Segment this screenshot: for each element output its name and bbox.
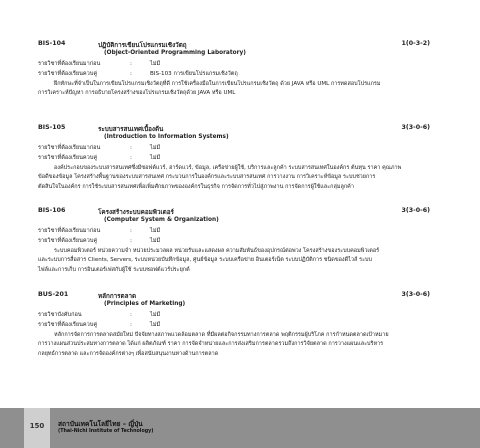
course-credits: 3(3-0-6) (401, 291, 430, 298)
description-line: องค์ประกอบของระบบสารสนเทศซึ่งมีซอฟต์แวร์, ฮาร์ดแวร์, ข้อมูล, เครือข่ายผู้ใช้, บริการและลูกค้า ระบบสารสนเทศในองค์กร ต้นทุน ราคา คุณภาพ (54, 165, 402, 171)
prerequisite-value: ไม่มี (150, 312, 161, 318)
course-credits: 1(0-3-2) (401, 40, 430, 47)
course-title-th: ปฏิบัติการเขียนโปรแกรมเชิงวัตถุ (98, 42, 187, 49)
course-code: BIS-104 (38, 40, 66, 47)
corequisite-value: ไม่มี (150, 155, 161, 161)
course-title-th: หลักการตลาด (98, 293, 137, 300)
prerequisite-label: รายวิชาที่ต้องเรียนมาก่อน (38, 228, 101, 234)
course-title-th: ระบบสารสนเทศเบื้องต้น (98, 126, 164, 133)
course-description (38, 247, 438, 275)
course-title-en: (Computer System & Organization) (104, 217, 219, 223)
prerequisite-value: ไม่มี (150, 228, 161, 234)
prerequisite-value: ไม่มี (150, 145, 161, 151)
corequisite-label: รายวิชาที่ต้องเรียนควบคู่ (38, 238, 98, 244)
prerequisite-row: รายวิชาที่ต้องเรียนมาก่อน : ไม่มี (38, 145, 161, 151)
course-title-en: (Object-Oriented Programming Laboratory) (104, 50, 246, 56)
prerequisite-row: รายวิชาที่ต้องเรียนมาก่อน : ไม่มี (38, 61, 161, 67)
description-line: ไฟล์และการเก็บ การอินเตอร์เฟสกับผู้ใช้ ระบบซอฟต์แวร์ประยุกต์ (38, 266, 190, 273)
prerequisite-label: รายวิชาบังคับก่อน (38, 312, 82, 318)
corequisite-label: รายวิชาที่ต้องเรียนควบคู่ (38, 322, 98, 328)
description-line: ระบบคอมพิวเตอร์ หน่วยความจำ หน่วยประมวลผล หน่วยรับและแสดงผล ความสัมพันธ์ของอุปกรณ์ต่อพ่วง โครงสร้างของระบบคอมพิวเตอร์ (54, 248, 380, 254)
description-line: ตัดสินใจในองค์กร การใช้ระบบสารสนเทศเพื่อเพิ่มศักยภาพขององค์กรในธุรกิจ การจัดการทั่วไปสู่ภาพงาน การจัดการผู้ใช้และกลุ่มลูกค้า (38, 183, 354, 190)
description-line: การวางแผนส่วนประสมทางการตลาด ได้แก่ ผลิตภัณฑ์ ราคา การจัดจำหน่ายและการส่งเสริมการตลาดรวมถึงการวิจัยตลาด การวางแผนและบริหาร (38, 341, 384, 348)
corequisite-label: รายวิชาที่ต้องเรียนควบคู่ (38, 155, 98, 161)
prerequisite-label: รายวิชาที่ต้องเรียนมาก่อน (38, 145, 101, 151)
course-description (38, 164, 438, 192)
description-line: กลยุทธ์การตลาด และการจัดองค์กรต่างๆ เพื่อสนับสนุนงานทางด้านการตลาด (38, 350, 219, 357)
description-line: ฝึกทักษะที่จำเป็นในการเขียนโปรแกรมเชิงวัตถุที่ดี การใช้เครื่องมือในการเขียนโปรแกรมเชิงวัตถุ ด้วย JAVA หรือ UML การทดสอบโปรแกรม (54, 81, 381, 87)
corequisite-row: รายวิชาที่ต้องเรียนควบคู่ : ไม่มี (38, 322, 161, 328)
corequisite-row: รายวิชาที่ต้องเรียนควบคู่ : ไม่มี (38, 238, 161, 244)
corequisite-row: รายวิชาที่ต้องเรียนควบคู่ : ไม่มี (38, 155, 161, 161)
course-title-en: (Principles of Marketing) (104, 301, 186, 307)
corequisite-value: BIS-103 การเขียนโปรแกรมเชิงวัตถุ (150, 71, 238, 77)
course-credits: 3(3-0-6) (401, 124, 430, 131)
course-description (38, 80, 438, 99)
description-line: และระบบการสื่อสาร Clients, Servers, ระบบหน่วยบันทึกข้อมูล, ศูนย์ข้อมูล ระบบเครือข่าย อินเตอร์เน็ต ระบบปฏิบัติการ ชนิดของดีไวส์ ระบบ (38, 257, 373, 264)
prerequisite-value: ไม่มี (150, 61, 161, 67)
description-line: หลักการจัดการการตลาดสมัยใหม่ ปัจจัยทางสภาพแวดล้อมตลาด ที่มีผลต่อกิจกรรมทางการตลาด พฤติกรรมผู้บริโภค การกำหนดตลาดเป้าหมาย (54, 332, 389, 338)
course-title-th: โครงสร้างระบบคอมพิวเตอร์ (98, 209, 174, 216)
description-line: ข้อดีของข้อมูล โครงสร้างพื้นฐานของระบบสารสนเทศ กระบวนการในองค์กรและระบบสารสนเทศ การวางงาน การวิเคราะห์ข้อมูล ระบบช่วยการ (38, 174, 376, 181)
course-credits: 3(3-0-6) (401, 207, 430, 214)
institute-name-en: (Thai-Nichi Institute of Technology) (58, 429, 154, 434)
page-number: 150 (29, 422, 45, 430)
institute-name-th: สถาบันเทคโนโลยีไทย – ญี่ปุ่น (58, 420, 143, 428)
course-code: BIS-106 (38, 207, 66, 214)
course-code: BIS-105 (38, 124, 66, 131)
course-title-en: (Introduction to Information Systems) (104, 134, 229, 140)
corequisite-row: รายวิชาที่ต้องเรียนควบคู่ : BIS-103 การเขียนโปรแกรมเชิงวัตถุ (38, 71, 238, 77)
description-line: การวิเคราะห์ปัญหา การอธิบายโครงสร้างของโปรแกรมเชิงวัตถุด้วย JAVA หรือ UML (38, 90, 236, 97)
prerequisite-row: รายวิชาที่ต้องเรียนมาก่อน : ไม่มี (38, 228, 161, 234)
corequisite-value: ไม่มี (150, 322, 161, 328)
course-description (38, 331, 438, 359)
prerequisite-label: รายวิชาที่ต้องเรียนมาก่อน (38, 61, 101, 67)
prerequisite-row: รายวิชาบังคับก่อน : ไม่มี (38, 312, 161, 318)
corequisite-label: รายวิชาที่ต้องเรียนควบคู่ (38, 71, 98, 77)
course-code: BUS-201 (38, 291, 69, 298)
corequisite-value: ไม่มี (150, 238, 161, 244)
